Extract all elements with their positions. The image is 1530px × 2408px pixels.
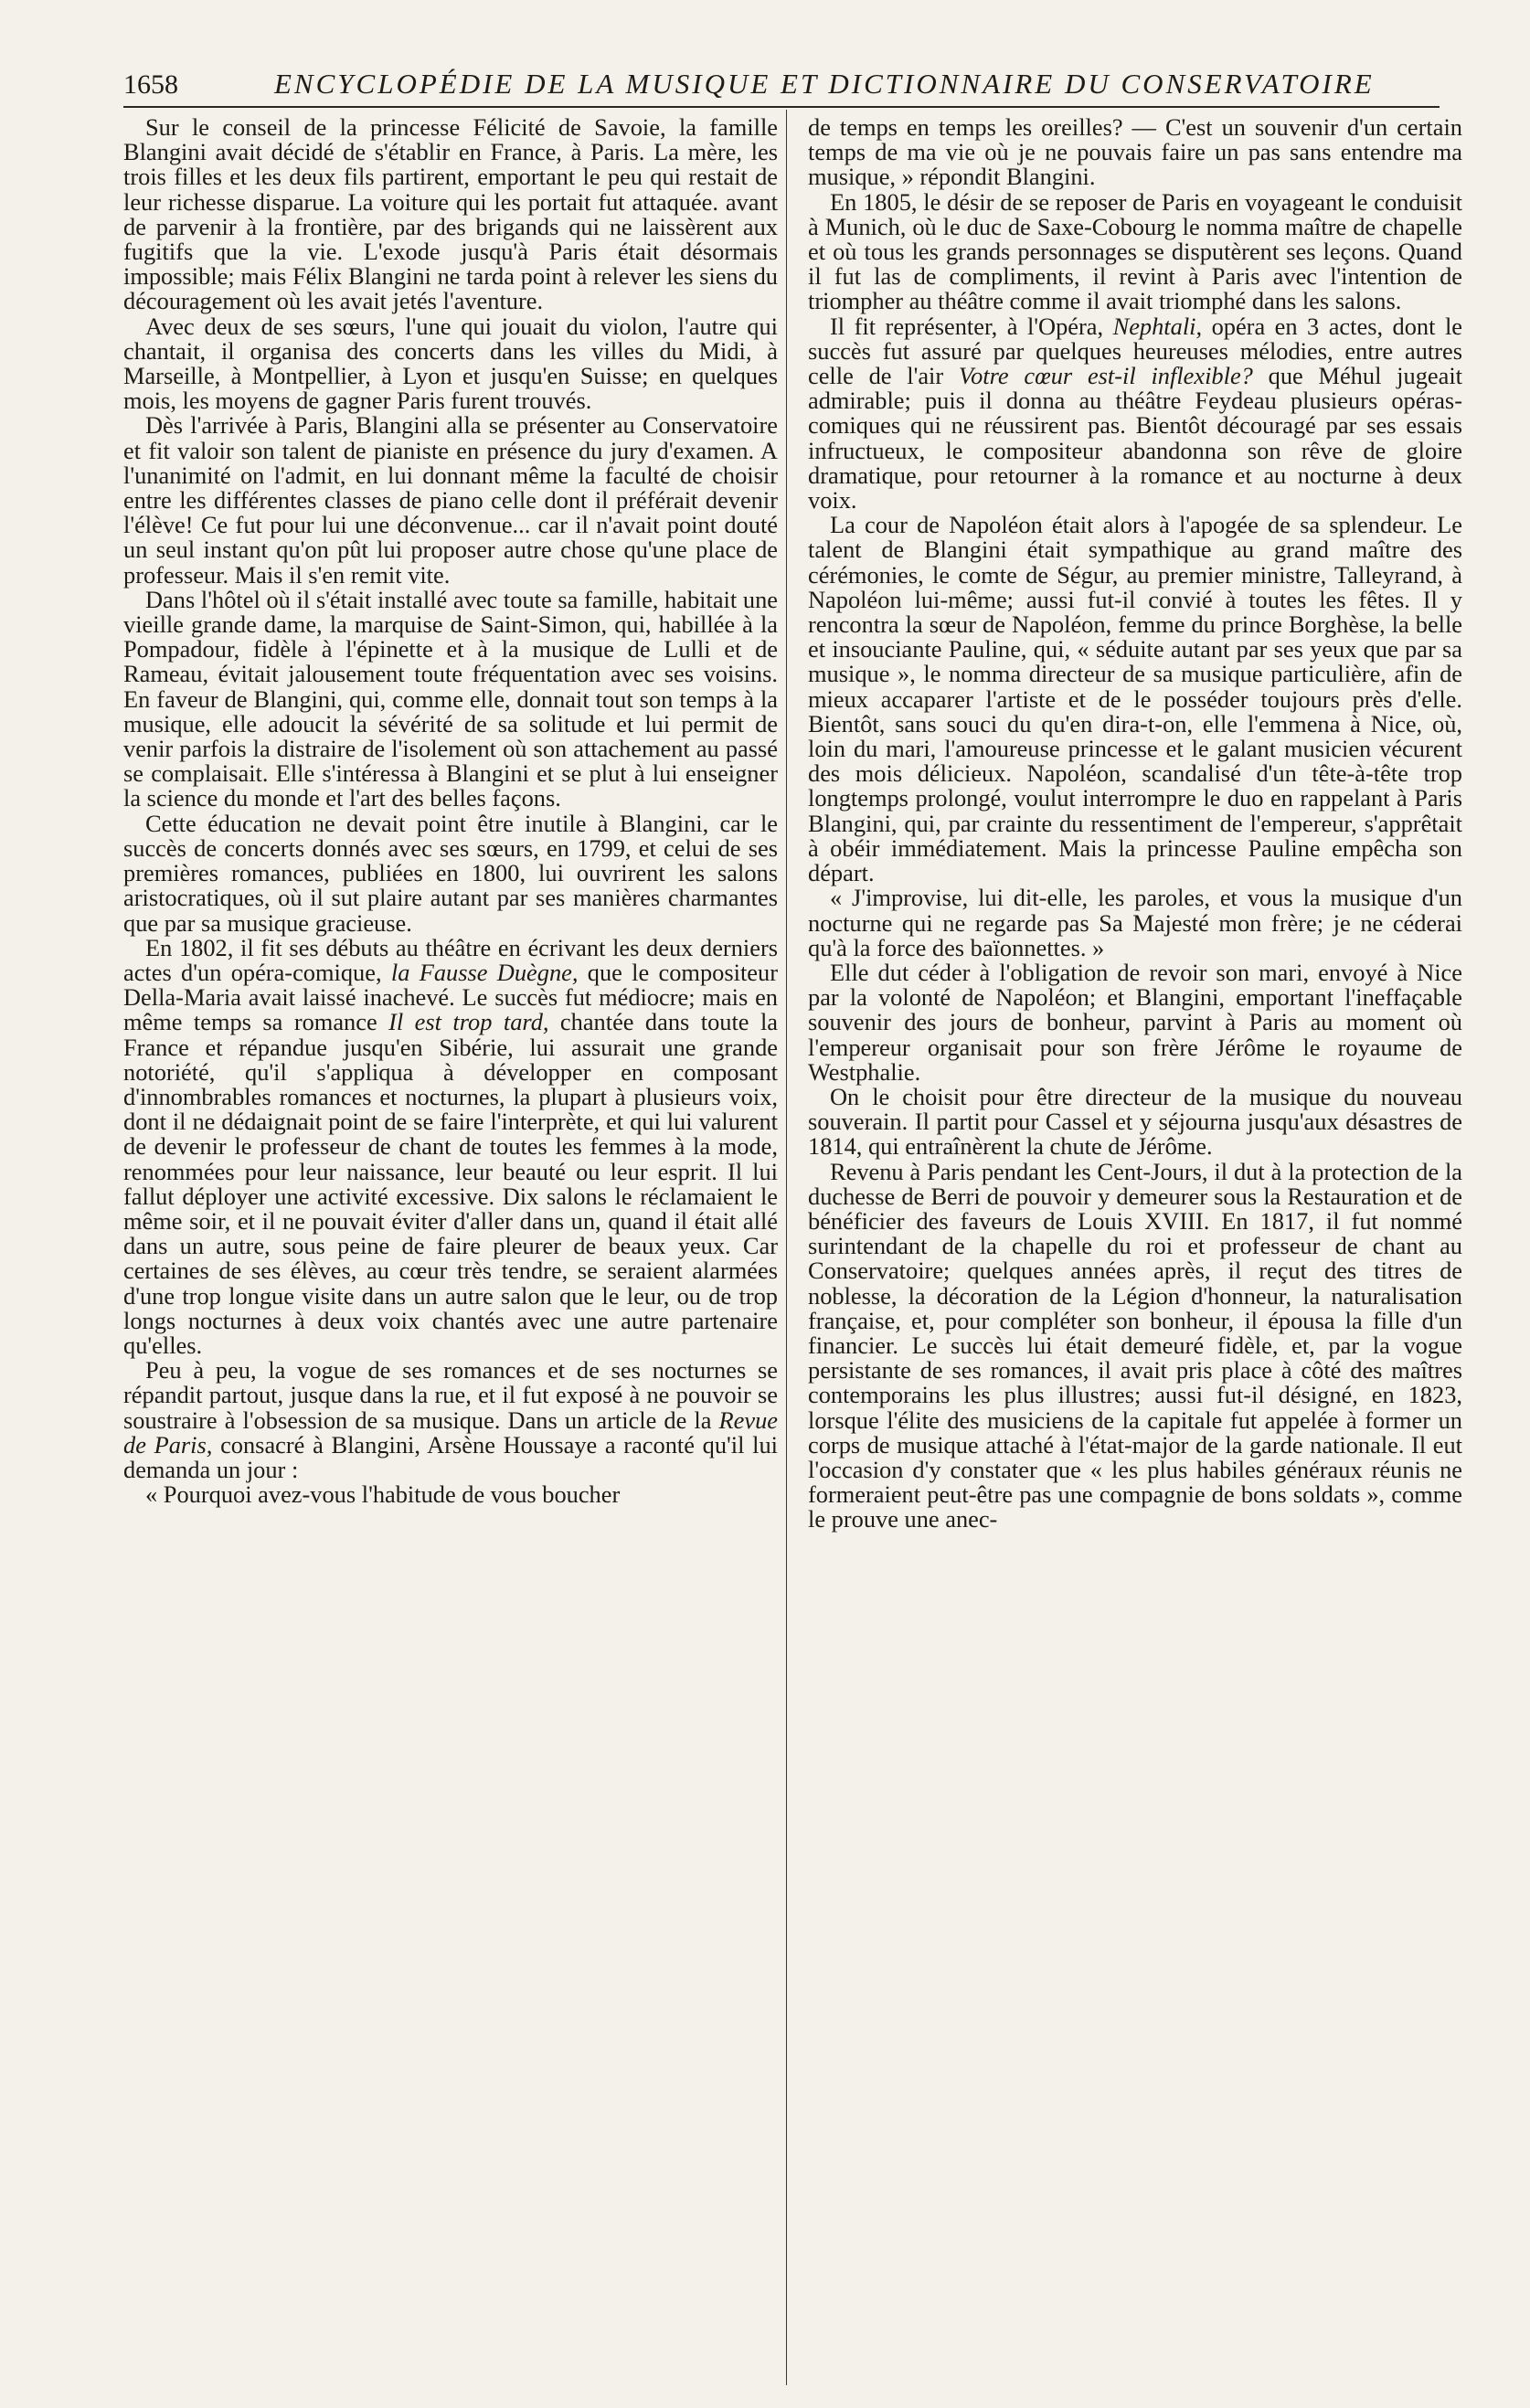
text-run: consacré à Blangini, Arsène Houssaye a raconté qu'il lui demanda un jour : [123,1430,778,1483]
text-run: que le compositeur Della-Maria avait laissé inachevé. Le succès fut médiocre; mais en même temps sa romance [123,958,778,1036]
journal-title: Revue de Paris, [123,1406,778,1459]
text-run: que Méhul jugeait admirable; puis il donna au théâtre Feydeau plusieurs opéras-comiques qui ne réussirent pas. Bientôt découragé par ses essais infructueux, le compositeur abandonna son rêve de gloire dramatique, pour retourner à la romance et au nocturne à deux voix. [808,362,1462,514]
left-column [123,115,778,1507]
right-column [808,115,1462,1533]
paragraph: Sur le conseil de la princesse Félicité de Savoie, la famille Blangini avait décidé de s'établir en France, à Paris. La mère, les trois filles et les deux fils partirent, emportant le peu qui restait de leur richesse disparue. La voiture qui les portait fut attaquée. avant de parvenir à la frontière, par des brigands qui ne laissèrent aux fugitifs que la vie. L'exode jusqu'à Paris était désormais impossible; mais Félix Blangini ne tarda point à relever les siens du découragement où les avait jetés l'aventure. [123,113,778,315]
work-title: Votre cœur est-il inflexible? [958,362,1253,390]
text-run: opéra en 3 actes, dont le succès fut assuré par quelques heureuses mélodies, entre autres celle de l'air [808,312,1462,390]
paragraph [123,933,778,1359]
paragraph: Dès l'arrivée à Paris, Blangini alla se présenter au Conservatoire et fit valoir son talent de pianiste en présence du jury d'examen. A l'unanimité on l'admit, en lui donnant même la faculté de choisir entre les différentes classes de piano celle dont il préférait devenir l'élève! Ce fut pour lui une déconvenue... car il n'avait point douté un seul instant qu'on pût lui proposer autre chose qu'une place de professeur. Mais il s'en remit vite. [123,411,778,589]
paragraph: Dans l'hôtel où il s'était installé avec toute sa famille, habitait une vieille grande dame, la marquise de Saint-Simon, qui, habillée à la Pompadour, fidèle à l'épinette et à la musique de Lulli et de Rameau, évitait jalousement toute fréquentation avec ses voisins. En faveur de Blangini, qui, comme elle, donnait tout son temps à la musique, elle adoucit la sévérité de sa solitude et lui permit de venir parfois la distraire de l'isolement où son attachement au passé se complaisait. Elle s'intéressa à Blangini et se plut à lui enseigner la science du monde et l'art des belles façons. [123,585,778,812]
paragraph: On le choisit pour être directeur de la musique du nouveau souverain. Il partit pour Cassel et y séjourna jusqu'aux désastres de 1814, qui entraînèrent la chute de Jérôme. [808,1082,1462,1161]
work-title: la Fausse Duègne, [390,958,579,986]
paragraph [808,314,1462,514]
paragraph: « J'improvise, lui dit-elle, les paroles, et vous la musique d'un nocturne qui ne regarde pas Sa Majesté mon frère; je ne céderai qu'à la force des baïonnettes. » [808,884,1462,961]
column-divider [786,110,787,2385]
paragraph: Elle dut céder à l'obligation de revoir son mari, envoyé à Nice par la volonté de Napoléon; et Blangini, emportant l'ineffaçable souvenir des jours de bonheur, parvint à Paris au moment où l'empereur organisait pour son frère Jérôme le royaume de Westphalie. [808,958,1462,1086]
page-header [123,66,1440,108]
paragraph: Cette éducation ne devait point être inutile à Blangini, car le succès de concerts donnés avec ses sœurs, en 1799, et celui de ses premières romances, publiées en 1800, lui ouvrirent les salons aristocratiques, où il sut plaire autant par ses manières charmantes que par sa musique gracieuse. [123,809,778,937]
text-run: En 1802, il fit ses débuts au théâtre en écrivant les deux derniers actes d'un opéra-comique, [123,933,778,986]
text-run: Peu à peu, la vogue de ses romances et de ses nocturnes se répandit partout, jusque dans la rue, et il fut exposé à ne pouvoir se soustraire à l'obsession de sa musique. Dans un article de la [123,1356,778,1434]
paragraph: En 1805, le désir de se reposer de Paris en voyageant le conduisit à Munich, où le duc de Saxe-Cobourg le nomma maître de chapelle et où tous les grands personnages se disputèrent ses leçons. Quand il fut las de compliments, il revint à Paris avec l'intention de triompher au théâtre comme il avait triomphé dans les salons. [808,187,1462,315]
paragraph: « Pourquoi avez-vous l'habitude de vous boucher [145,1480,621,1509]
paragraph: La cour de Napoléon était alors à l'apogée de sa splendeur. Le talent de Blangini était sympathique au grand maître des cérémonies, le comte de Ségur, au premier ministre, Talleyrand, à Napoléon lui-même; aussi fut-il convié à toutes les fêtes. Il y rencontra la sœur de Napoléon, femme du prince Borghèse, la belle et insouciante Pauline, qui, « séduite autant par ses yeux que par sa musique », le nomma directeur de sa musique particulière, afin de mieux accaparer l'artiste et de le posséder toujours près d'elle. Bientôt, sans souci du qu'en dira-t-on, elle l'emmena à Nice, où, loin du mari, l'amoureuse princesse et le galant musicien vécurent des mois délicieux. Napoléon, scandalisé d'un tête-à-tête trop longtemps prolongé, voulut interrompre le duo en rappelant à Paris Blangini, qui, par crainte du ressentiment de l'empereur, s'apprêtait à obéir immédiatement. Mais la princesse Pauline empêcha son départ. [808,511,1462,887]
text-run: chantée dans toute la France et répandue jusqu'en Sibérie, lui assurait une grande notoriété, qu'il s'appliqua à développer en composant d'innombrables romances et nocturnes, la plupart à plusieurs voix, dont il ne dédaignait point de se faire l'interprète, et qui lui valurent de devenir le professeur de chant de toutes les femmes à la mode, renommées pour leur naissance, leur beauté ou leur esprit. Il lui fallut déployer une activité excessive. Dix salons le réclamaient le même soir, et il ne pouvait éviter d'aller dans un, quand il était allé dans un autre, sous peine de faire pleurer de beaux yeux. Car certaines de ses élèves, au cœur très tendre, se seraient alarmées d'une trop longue visite dans un autre salon que le leur, ou de trop longs nocturnes à deux voix chantés avec une autre partenaire qu'elles. [123,1008,778,1359]
paragraph: Revenu à Paris pendant les Cent-Jours, il dut à la protection de la duchesse de Berri de pouvoir y demeurer sous la Restauration et de bénéficier des faveurs de Louis XVIII. En 1817, il fut nommé surintendant de la chapelle du roi et professeur de chant au Conservatoire; quelques années après, il reçut des titres de noblesse, la décoration de la Légion d'honneur, la naturalisation française, et, pour compléter son bonheur, il épousa la fille d'un financier. Le succès lui était demeuré fidèle, et, par la vogue persistante de ses romances, il avait pris place à côté des maîtres contemporains les plus illustres; aussi fut-il désigné, en 1823, lorsque l'élite des musiciens de la capitale fut appelée à former un corps de musique attaché à l'état-major de la garde nationale. Il eut l'occasion d'y constater que « les plus habiles généraux réunis ne formeraient peut-être pas une compagnie de bons soldats », comme le prouve une anec- [808,1157,1462,1533]
paragraph [123,1358,778,1482]
work-title: Nephtali, [1112,312,1203,340]
running-title: ENCYCLOPÉDIE DE LA MUSIQUE ET DICTIONNAIRE DU CONSERVATOIRE [274,68,1375,100]
paragraph: de temps en temps les oreilles? — C'est un souvenir d'un certain temps de ma vie où je ne pouvais faire un pas sans entendre ma musique, » répondit Blangini. [808,113,1462,191]
page-number: 1658 [123,69,178,100]
work-title: Il est trop tard, [388,1008,549,1036]
paragraph: Avec deux de ses sœurs, l'une qui jouait du violon, l'autre qui chantait, il organisa des concerts dans les villes du Midi, à Marseille, à Montpellier, à Lyon et jusqu'en Suisse; en quelques mois, les moyens de gagner Paris furent trouvés. [123,312,778,415]
text-run: Il fit représenter, à l'Opéra, [830,312,1113,340]
